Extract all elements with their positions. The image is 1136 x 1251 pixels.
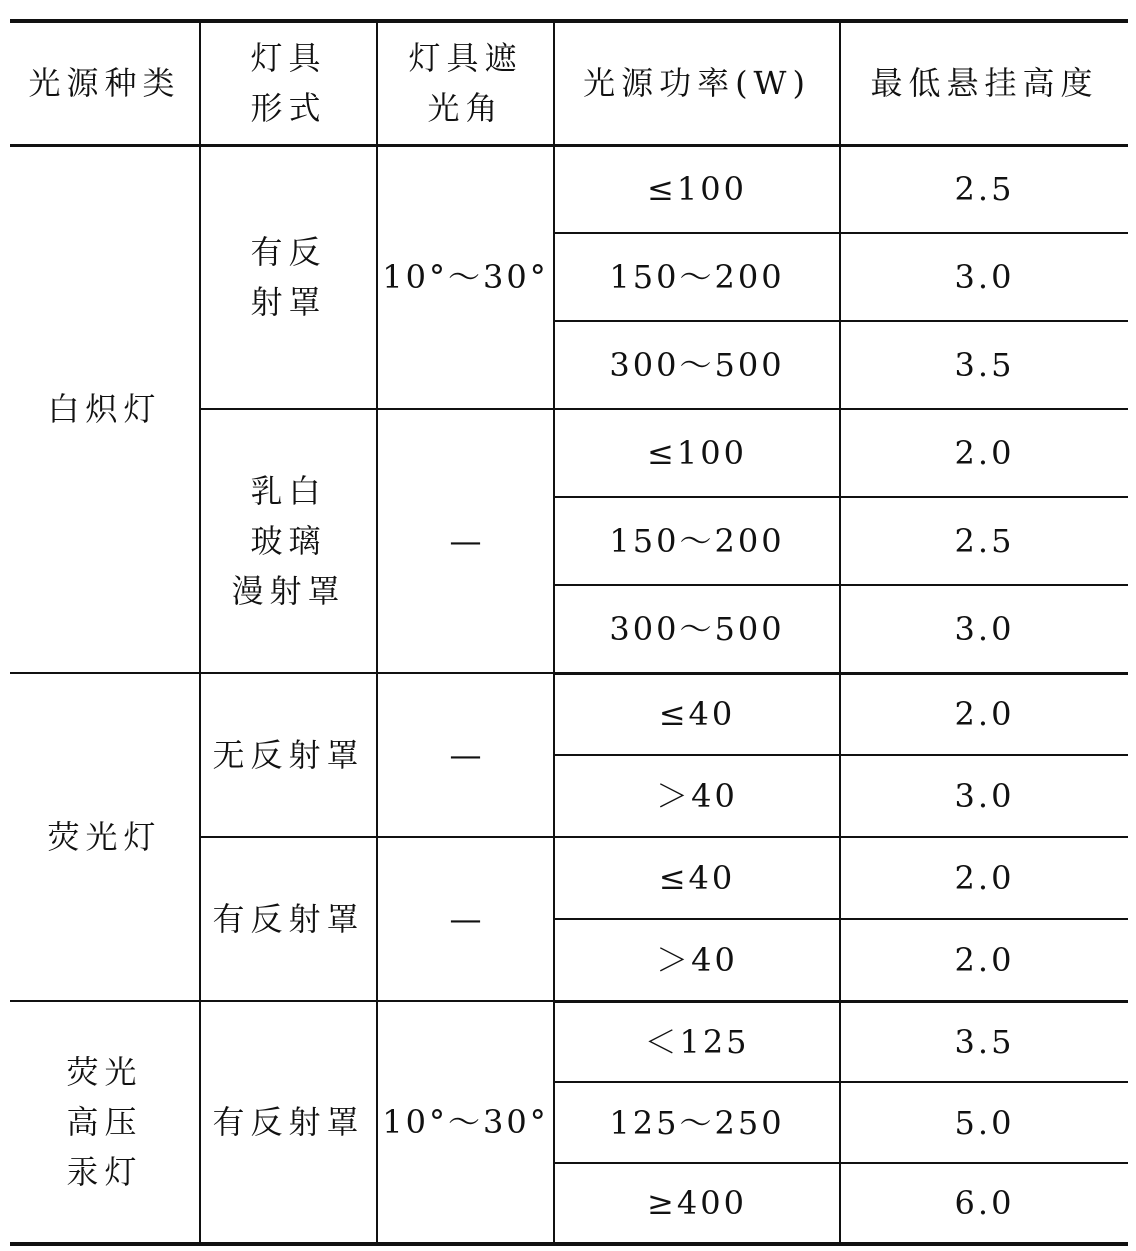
- power-cell: ≤40: [554, 837, 840, 919]
- table-row: [10, 145, 1128, 233]
- shielding-angle-cell: —: [377, 673, 554, 837]
- header-shielding-angle: [377, 21, 554, 145]
- height-cell: 3.0: [840, 755, 1128, 837]
- header-shielding-angle-line: 光角: [427, 89, 504, 128]
- power-cell: 150～200: [554, 497, 840, 585]
- source-type-cell: 荧光灯: [10, 673, 200, 1001]
- fixture-form-cell: [200, 409, 377, 673]
- fixture-form-line: 漫射罩: [231, 572, 346, 610]
- group-mercury: [10, 1001, 1128, 1244]
- height-cell: 3.0: [840, 585, 1128, 673]
- power-cell: ≤100: [554, 409, 840, 497]
- height-cell: 3.0: [840, 233, 1128, 321]
- header-row: [10, 21, 1128, 145]
- header-source-power: 光源功率(W): [554, 21, 840, 145]
- header-fixture-form-line: 形式: [250, 89, 327, 128]
- group-incandescent: [10, 145, 1128, 673]
- shielding-angle-cell: 10°～30°: [377, 145, 554, 409]
- fixture-form-line: 有反: [250, 233, 327, 272]
- table-row: [10, 673, 1128, 755]
- power-cell: ＞40: [554, 919, 840, 1001]
- fixture-form-line: 射罩: [250, 283, 327, 322]
- group-fluorescent: [10, 673, 1128, 1001]
- fixture-form-cell: 有反射罩: [200, 837, 377, 1001]
- fixture-form-cell: 无反射罩: [200, 673, 377, 837]
- table-header: [10, 21, 1128, 145]
- shielding-angle-cell: —: [377, 837, 554, 1001]
- table-row: [10, 1001, 1128, 1082]
- height-cell: 5.0: [840, 1082, 1128, 1163]
- height-cell: 2.5: [840, 497, 1128, 585]
- source-type-cell: [10, 1001, 200, 1244]
- header-fixture-form: [200, 21, 377, 145]
- shielding-angle-cell: 10°～30°: [377, 1001, 554, 1244]
- lamp-height-table: [10, 19, 1128, 1246]
- header-light-source-type: 光源种类: [10, 21, 200, 145]
- source-type-line: 荧光: [66, 1053, 143, 1091]
- fixture-form-cell: [200, 145, 377, 409]
- power-cell: 300～500: [554, 585, 840, 673]
- height-cell: 2.0: [840, 919, 1128, 1001]
- height-cell: 2.0: [840, 837, 1128, 919]
- power-cell: ＞40: [554, 755, 840, 837]
- source-type-line: 汞灯: [66, 1153, 143, 1191]
- power-cell: ≤100: [554, 145, 840, 233]
- header-min-height: 最低悬挂高度: [840, 21, 1128, 145]
- power-cell: 150～200: [554, 233, 840, 321]
- power-cell: ≥400: [554, 1163, 840, 1244]
- height-cell: 6.0: [840, 1163, 1128, 1244]
- power-cell: ＜125: [554, 1001, 840, 1082]
- power-cell: ≤40: [554, 673, 840, 755]
- fixture-form-line: 乳白: [250, 472, 327, 510]
- height-cell: 2.5: [840, 145, 1128, 233]
- fixture-form-line: 玻璃: [250, 522, 327, 560]
- height-cell: 3.5: [840, 321, 1128, 409]
- source-type-line: 高压: [66, 1103, 143, 1141]
- header-fixture-form-line: 灯具: [250, 39, 327, 78]
- source-type-cell: 白炽灯: [10, 145, 200, 673]
- height-cell: 3.5: [840, 1001, 1128, 1082]
- height-cell: 2.0: [840, 409, 1128, 497]
- power-cell: 125～250: [554, 1082, 840, 1163]
- header-shielding-angle-line: 灯具遮: [408, 39, 523, 78]
- fixture-form-cell: 有反射罩: [200, 1001, 377, 1244]
- height-cell: 2.0: [840, 673, 1128, 755]
- shielding-angle-cell: —: [377, 409, 554, 673]
- power-cell: 300～500: [554, 321, 840, 409]
